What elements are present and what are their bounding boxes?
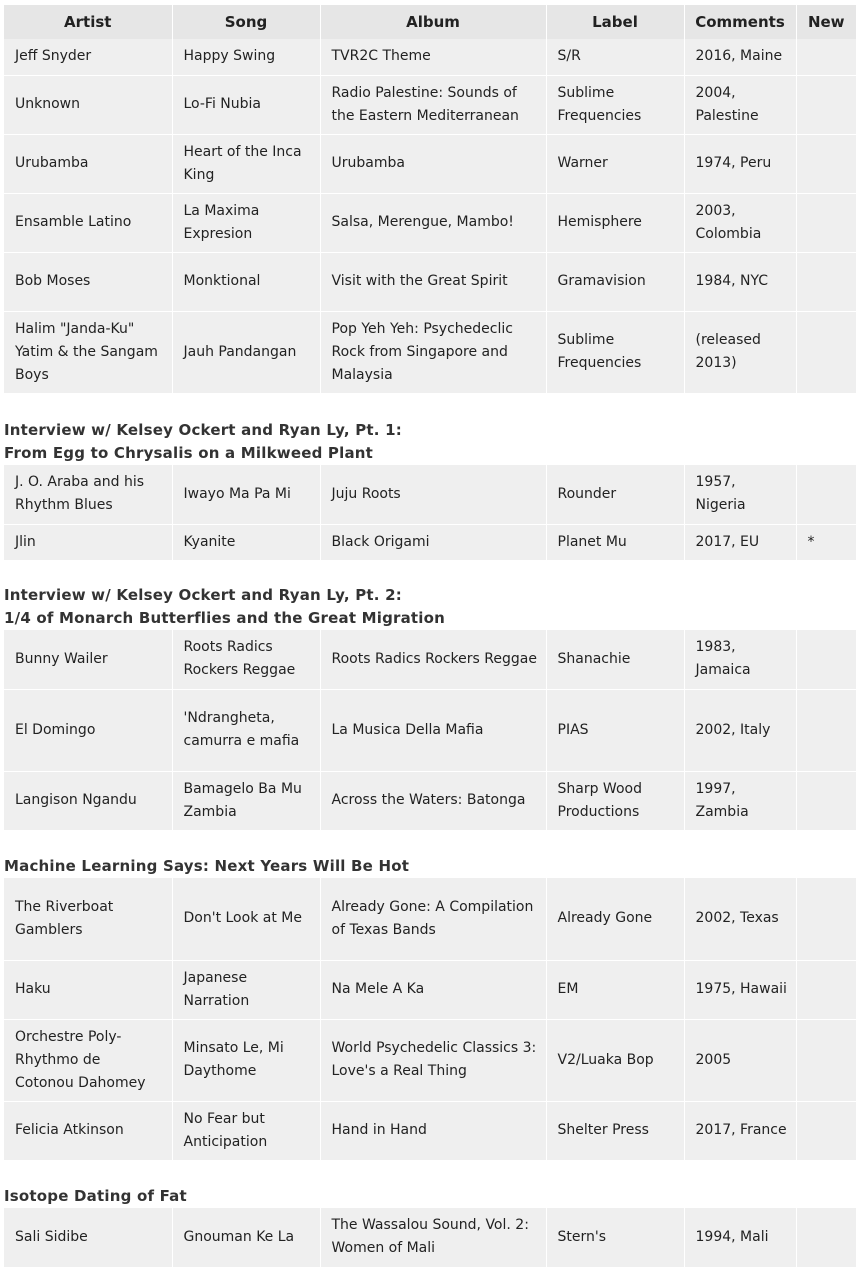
cell-label: Warner xyxy=(546,134,684,193)
cell-comments: 1997, Zambia xyxy=(684,771,796,830)
cell-album: Urubamba xyxy=(320,134,546,193)
cell-comments: 1994, Mali xyxy=(684,1208,796,1267)
cell-new: * xyxy=(796,524,856,560)
cell-label: Sublime Frequencies xyxy=(546,75,684,134)
cell-artist: Urubamba xyxy=(4,134,172,193)
cell-new xyxy=(796,1101,856,1160)
table-row xyxy=(4,193,856,252)
cell-song: No Fear but Anticipation xyxy=(172,1101,320,1160)
table-row xyxy=(4,878,856,960)
cell-label: Rounder xyxy=(546,465,684,524)
cell-artist: Bob Moses xyxy=(4,252,172,311)
cell-artist: J. O. Araba and his Rhythm Blues xyxy=(4,465,172,524)
cell-album: Black Origami xyxy=(320,524,546,560)
table-row xyxy=(4,1208,856,1267)
cell-new xyxy=(796,1208,856,1267)
cell-album: Across the Waters: Batonga xyxy=(320,771,546,830)
table-row xyxy=(4,1101,856,1160)
cell-artist: Halim "Janda-Ku" Yatim & the Sangam Boys xyxy=(4,311,172,393)
cell-album: Already Gone: A Compilation of Texas Bands xyxy=(320,878,546,960)
cell-album: Pop Yeh Yeh: Psychedeclic Rock from Singapore and Malaysia xyxy=(320,311,546,393)
cell-new xyxy=(796,771,856,830)
cell-artist: Felicia Atkinson xyxy=(4,1101,172,1160)
cell-song: Monktional xyxy=(172,252,320,311)
cell-artist: Sali Sidibe xyxy=(4,1208,172,1267)
section-heading-line: 1/4 of Monarch Butterflies and the Great Migration xyxy=(4,609,446,627)
cell-comments: (released 2013) xyxy=(684,311,796,393)
cell-label: Gramavision xyxy=(546,252,684,311)
cell-album: Visit with the Great Spirit xyxy=(320,252,546,311)
section-heading-line: Interview w/ Kelsey Ockert and Ryan Ly, Pt. 1: xyxy=(4,421,402,439)
cell-comments: 1983, Jamaica xyxy=(684,630,796,689)
cell-album: Radio Palestine: Sounds of the Eastern Mediterranean xyxy=(320,75,546,134)
cell-song: Kyanite xyxy=(172,524,320,560)
cell-new xyxy=(796,134,856,193)
column-header-label: Label xyxy=(546,5,684,39)
cell-artist: Ensamble Latino xyxy=(4,193,172,252)
cell-comments: 1975, Hawaii xyxy=(684,960,796,1019)
table-header-row xyxy=(4,5,856,39)
cell-label: V2/Luaka Bop xyxy=(546,1019,684,1101)
playlist-table xyxy=(4,5,856,394)
section-heading xyxy=(4,855,409,878)
cell-artist: Bunny Wailer xyxy=(4,630,172,689)
cell-new xyxy=(796,689,856,771)
cell-new xyxy=(796,193,856,252)
table-row xyxy=(4,771,856,830)
column-header-album: Album xyxy=(320,5,546,39)
cell-label: Sharp Wood Productions xyxy=(546,771,684,830)
cell-artist: The Riverboat Gamblers xyxy=(4,878,172,960)
cell-song: Japanese Narration xyxy=(172,960,320,1019)
cell-new xyxy=(796,1019,856,1101)
cell-album: Juju Roots xyxy=(320,465,546,524)
cell-song: Heart of the Inca King xyxy=(172,134,320,193)
table-row xyxy=(4,252,856,311)
cell-comments: 1984, NYC xyxy=(684,252,796,311)
cell-album: Roots Radics Rockers Reggae xyxy=(320,630,546,689)
cell-comments: 2003, Colombia xyxy=(684,193,796,252)
cell-new xyxy=(796,465,856,524)
column-header-new: New xyxy=(796,5,856,39)
cell-label: Hemisphere xyxy=(546,193,684,252)
cell-new xyxy=(796,311,856,393)
cell-comments: 1974, Peru xyxy=(684,134,796,193)
cell-song: 'Ndrangheta, camurra e mafia xyxy=(172,689,320,771)
section-heading xyxy=(4,419,402,465)
cell-artist: Haku xyxy=(4,960,172,1019)
cell-comments: 2002, Italy xyxy=(684,689,796,771)
section-heading xyxy=(4,1185,187,1208)
table-row xyxy=(4,465,856,524)
cell-label: EM xyxy=(546,960,684,1019)
column-header-artist: Artist xyxy=(4,5,172,39)
table-row xyxy=(4,39,856,75)
playlist-table xyxy=(4,630,856,831)
table-row xyxy=(4,311,856,393)
cell-comments: 1957, Nigeria xyxy=(684,465,796,524)
cell-album: The Wassalou Sound, Vol. 2: Women of Mali xyxy=(320,1208,546,1267)
cell-label: Stern's xyxy=(546,1208,684,1267)
cell-comments: 2017, EU xyxy=(684,524,796,560)
cell-comments: 2002, Texas xyxy=(684,878,796,960)
section-heading-line: Machine Learning Says: Next Years Will Be Hot xyxy=(4,857,410,875)
cell-song: Iwayo Ma Pa Mi xyxy=(172,465,320,524)
cell-label: Already Gone xyxy=(546,878,684,960)
cell-song: Minsato Le, Mi Daythome xyxy=(172,1019,320,1101)
cell-comments: 2005 xyxy=(684,1019,796,1101)
cell-album: World Psychedelic Classics 3: Love's a Real Thing xyxy=(320,1019,546,1101)
cell-comments: 2016, Maine xyxy=(684,39,796,75)
cell-song: Roots Radics Rockers Reggae xyxy=(172,630,320,689)
cell-album: Hand in Hand xyxy=(320,1101,546,1160)
cell-album: La Musica Della Mafia xyxy=(320,689,546,771)
cell-new xyxy=(796,878,856,960)
cell-album: Salsa, Merengue, Mambo! xyxy=(320,193,546,252)
cell-song: Gnouman Ke La xyxy=(172,1208,320,1267)
cell-album: Na Mele A Ka xyxy=(320,960,546,1019)
cell-label: Shanachie xyxy=(546,630,684,689)
table-row xyxy=(4,630,856,689)
cell-label: Shelter Press xyxy=(546,1101,684,1160)
cell-label: Sublime Frequencies xyxy=(546,311,684,393)
cell-label: PIAS xyxy=(546,689,684,771)
cell-new xyxy=(796,630,856,689)
cell-new xyxy=(796,75,856,134)
cell-song: Bamagelo Ba Mu Zambia xyxy=(172,771,320,830)
table-row xyxy=(4,134,856,193)
table-row xyxy=(4,75,856,134)
cell-song: Don't Look at Me xyxy=(172,878,320,960)
cell-artist: Orchestre Poly-Rhythmo de Cotonou Dahomey xyxy=(4,1019,172,1101)
cell-label: Planet Mu xyxy=(546,524,684,560)
cell-song: Lo-Fi Nubia xyxy=(172,75,320,134)
playlist-table xyxy=(4,1208,856,1268)
cell-artist: Jeff Snyder xyxy=(4,39,172,75)
cell-song: La Maxima Expresion xyxy=(172,193,320,252)
table-row xyxy=(4,1019,856,1101)
playlist-table xyxy=(4,878,856,1161)
cell-artist: Langison Ngandu xyxy=(4,771,172,830)
cell-new xyxy=(796,39,856,75)
cell-label: S/R xyxy=(546,39,684,75)
section-heading-line: From Egg to Chrysalis on a Milkweed Plant xyxy=(4,444,374,462)
cell-new xyxy=(796,252,856,311)
cell-new xyxy=(796,960,856,1019)
section-heading-line: Isotope Dating of Fat xyxy=(4,1187,187,1205)
table-row xyxy=(4,960,856,1019)
cell-song: Jauh Pandangan xyxy=(172,311,320,393)
cell-artist: Unknown xyxy=(4,75,172,134)
column-header-song: Song xyxy=(172,5,320,39)
cell-comments: 2017, France xyxy=(684,1101,796,1160)
playlist-table xyxy=(4,465,856,561)
table-row xyxy=(4,689,856,771)
table-row xyxy=(4,524,856,560)
cell-artist: Jlin xyxy=(4,524,172,560)
cell-album: TVR2C Theme xyxy=(320,39,546,75)
column-header-comments: Comments xyxy=(684,5,796,39)
cell-song: Happy Swing xyxy=(172,39,320,75)
section-heading-line: Interview w/ Kelsey Ockert and Ryan Ly, Pt. 2: xyxy=(4,586,402,604)
section-heading xyxy=(4,584,445,630)
cell-artist: El Domingo xyxy=(4,689,172,771)
cell-comments: 2004, Palestine xyxy=(684,75,796,134)
